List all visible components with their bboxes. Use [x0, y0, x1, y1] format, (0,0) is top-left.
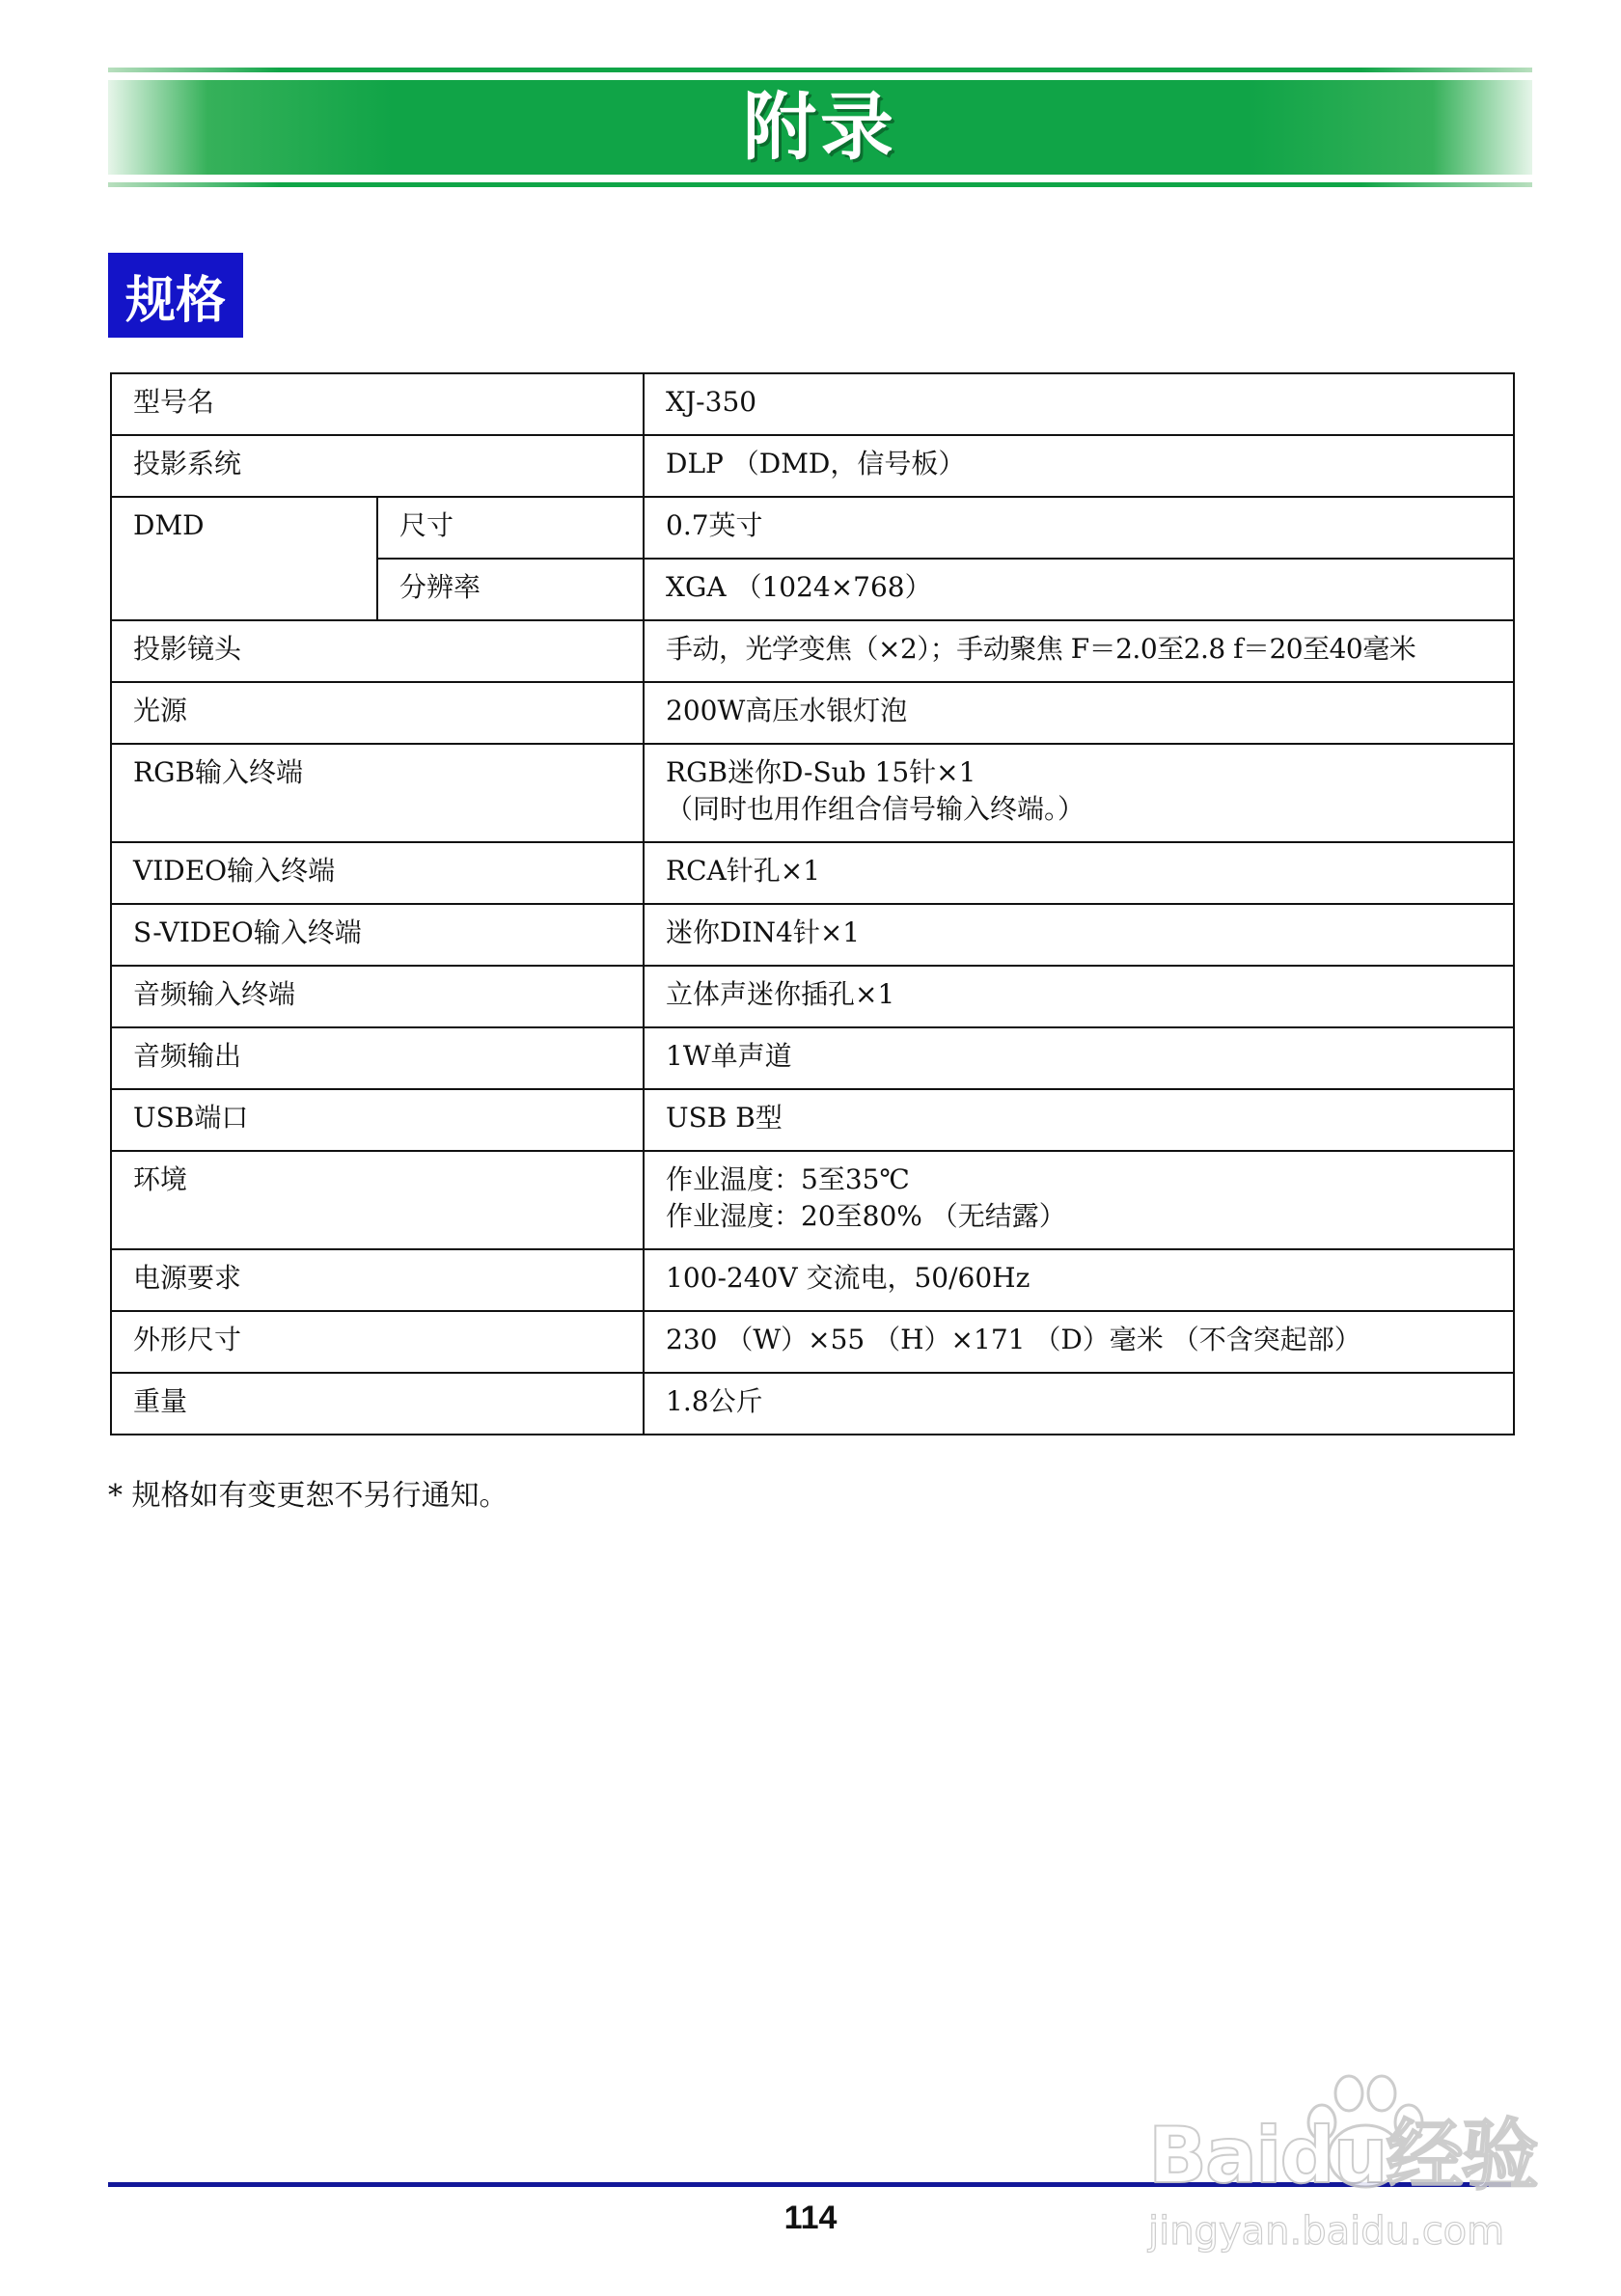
- spec-value: 立体声迷你插孔×1: [644, 966, 1514, 1027]
- spec-value-line: 作业湿度：20至80% （无结露）: [666, 1200, 1066, 1232]
- spec-value: [644, 744, 1514, 842]
- spec-value: XGA （1024×768）: [644, 559, 1514, 620]
- table-row: [111, 842, 1514, 904]
- spec-value-line: 作业温度：5至35℃: [666, 1163, 910, 1195]
- spec-label: 音频输入终端: [111, 966, 644, 1027]
- banner-bottom-rule: [108, 182, 1532, 187]
- table-row: [111, 966, 1514, 1027]
- spec-label: RGB输入终端: [111, 744, 644, 842]
- section-heading: 规格: [108, 253, 243, 338]
- table-row: [111, 1373, 1514, 1435]
- spec-value: RCA针孔×1: [644, 842, 1514, 904]
- table-row: [111, 620, 1514, 682]
- spec-value: 手动，光学变焦（×2）；手动聚焦 F＝2.0至2.8 f＝20至40毫米: [644, 620, 1514, 682]
- spec-label: 投影镜头: [111, 620, 644, 682]
- spec-sublabel: 尺寸: [377, 497, 644, 559]
- spec-value: DLP （DMD，信号板）: [644, 435, 1514, 497]
- table-row: [111, 1027, 1514, 1089]
- spec-label: VIDEO输入终端: [111, 842, 644, 904]
- spec-label: 环境: [111, 1151, 644, 1249]
- spec-label: 光源: [111, 682, 644, 744]
- spec-label: 型号名: [111, 373, 644, 435]
- spec-label: S-VIDEO输入终端: [111, 904, 644, 966]
- table-row: [111, 904, 1514, 966]
- table-row: [111, 1311, 1514, 1373]
- spec-label: 音频输出: [111, 1027, 644, 1089]
- footnote: * 规格如有变更恕不另行通知。: [108, 1479, 508, 1513]
- table-row: [111, 373, 1514, 435]
- page-title: 附录: [743, 84, 897, 170]
- table-row: [111, 682, 1514, 744]
- watermark-logo: Baidu经验: [1148, 2111, 1537, 2200]
- watermark: [1148, 2064, 1553, 2257]
- table-row: [111, 1089, 1514, 1151]
- spec-value: 1W单声道: [644, 1027, 1514, 1089]
- spec-label: 电源要求: [111, 1249, 644, 1311]
- banner-top-rule: [108, 68, 1532, 72]
- spec-value: 迷你DIN4针×1: [644, 904, 1514, 966]
- spec-label: 重量: [111, 1373, 644, 1435]
- spec-value: 1.8公斤: [644, 1373, 1514, 1435]
- table-row: [111, 435, 1514, 497]
- table-row: [111, 1249, 1514, 1311]
- table-row: [111, 1151, 1514, 1249]
- spec-value: 230 （W）×55 （H）×171 （D）毫米 （不含突起部）: [644, 1311, 1514, 1373]
- spec-value: XJ-350: [644, 373, 1514, 435]
- spec-value-line: RGB迷你D-Sub 15针×1: [666, 756, 976, 788]
- page-number: 114: [783, 2200, 838, 2236]
- spec-table: [110, 372, 1515, 1435]
- table-row: [111, 497, 1514, 559]
- spec-label: DMD: [111, 497, 377, 620]
- watermark-url: jingyan.baidu.com: [1148, 2209, 1505, 2254]
- spec-label: USB端口: [111, 1089, 644, 1151]
- spec-sublabel: 分辨率: [377, 559, 644, 620]
- spec-value-line: （同时也用作组合信号输入终端。）: [666, 793, 1085, 825]
- spec-value: 100-240V 交流电，50/60Hz: [644, 1249, 1514, 1311]
- spec-label: 外形尺寸: [111, 1311, 644, 1373]
- spec-label: 投影系统: [111, 435, 644, 497]
- table-row: [111, 744, 1514, 842]
- spec-value: 0.7英寸: [644, 497, 1514, 559]
- header-banner: [108, 68, 1532, 187]
- spec-value: [644, 1151, 1514, 1249]
- spec-value: USB B型: [644, 1089, 1514, 1151]
- spec-value: 200W高压水银灯泡: [644, 682, 1514, 744]
